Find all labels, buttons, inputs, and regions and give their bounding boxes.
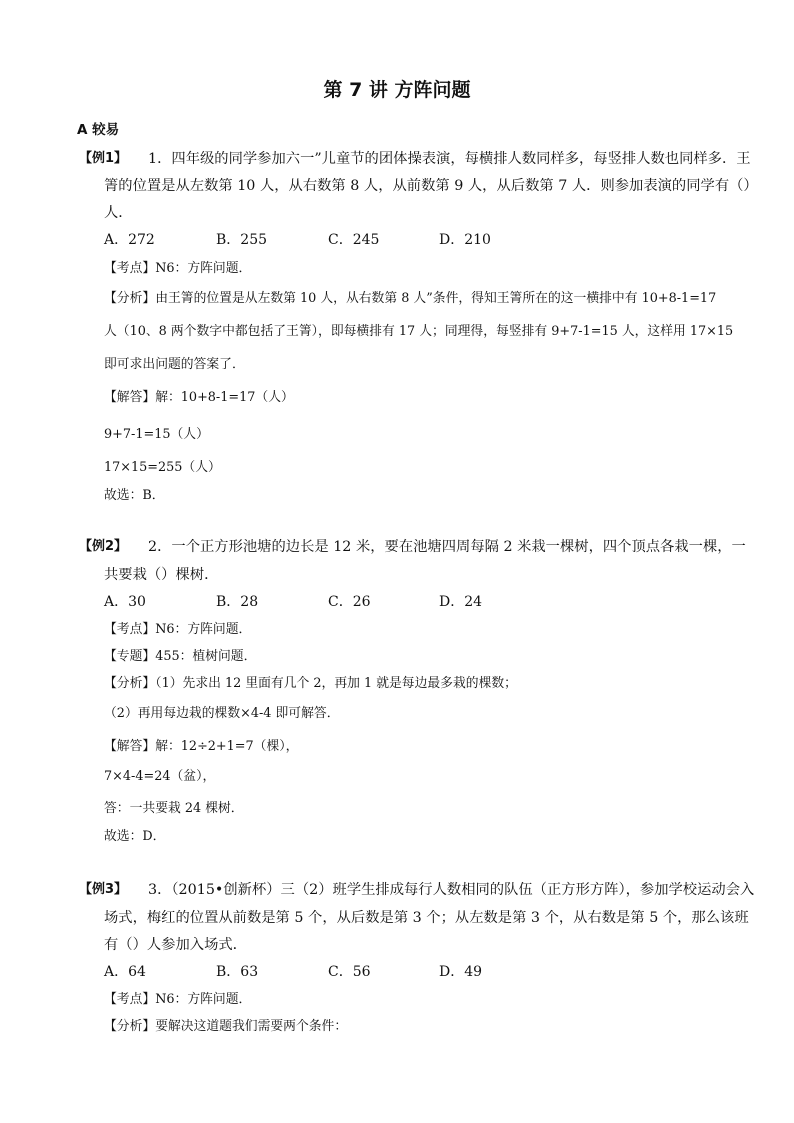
note-line: 17×15=255（人）: [104, 460, 221, 475]
option-b: B．63: [216, 964, 259, 980]
note-line: （2）再用每边栽的棵数×4-4 即可解答．: [104, 706, 340, 721]
option-d: D．49: [439, 964, 483, 980]
note-line: 9+7-1=15（人）: [104, 427, 209, 442]
note-line: 【解答】解：12÷2+1=7（棵），: [104, 739, 299, 754]
note-line: 【分析】要解决这道题我们需要两个条件：: [104, 1019, 348, 1034]
option-b: B．255: [216, 232, 268, 248]
note-line: 【专题】455：植树问题．: [104, 649, 257, 664]
option-a: A．30: [104, 594, 146, 610]
note-line: 【分析】由王箐的位置是从左数第 10 人，从右数第 8 人”条件，得知王箐所在的这一横排中有 10+8-1=17: [104, 291, 717, 306]
note-line: 故选：B．: [104, 488, 165, 503]
note-line: 人（10、8 两个数字中都包括了王箐），即每横排有 17 人；同理得，每竖排有 9+7-1=15 人，这样用 17×15: [104, 324, 734, 339]
option-c: C．26: [328, 594, 371, 610]
note-line: 答：一共要栽 24 棵树．: [104, 801, 244, 816]
example-label: 【例2】: [79, 539, 128, 554]
note-line: 【解答】解：10+8-1=17（人）: [104, 390, 294, 405]
question-line: 2．一个正方形池塘的边长是 12 米，要在池塘四周每隔 2 米栽一棵树，四个顶点各栽一棵，一: [148, 539, 746, 555]
example-label: 【例3】: [79, 882, 128, 897]
section-heading: A 较易: [77, 122, 120, 138]
option-b: B．28: [216, 594, 259, 610]
option-c: C．245: [328, 232, 380, 248]
question-line: 场式，梅红的位置从前数是第 5 个，从后数是第 3 个；从左数是第 3 个，从右数是第 5 个，那么该班: [104, 910, 749, 926]
question-line: 1．四年级的同学参加六一”儿童节的团体操表演，每横排人数同样多，每竖排人数也同样多．王: [148, 151, 751, 167]
page-title: 第 7 讲 方阵问题: [323, 79, 471, 101]
note-line: 即可求出问题的答案了．: [104, 357, 245, 372]
option-c: C．56: [328, 964, 371, 980]
question-line: 有（）人参加入场式．: [104, 937, 247, 953]
option-d: D．210: [439, 232, 491, 248]
note-line: 【考点】N6：方阵问题．: [104, 261, 252, 276]
note-line: 故选：D．: [104, 829, 166, 844]
note-line: 【考点】N6：方阵问题．: [104, 992, 252, 1007]
note-line: 7×4-4=24（盆），: [104, 769, 216, 784]
note-line: 【考点】N6：方阵问题．: [104, 622, 252, 637]
option-a: A．64: [104, 964, 146, 980]
example-label: 【例1】: [79, 151, 128, 166]
question-line: 共要栽（）棵树．: [104, 567, 219, 583]
question-line: 箐的位置是从左数第 10 人，从右数第 8 人，从前数第 9 人，从后数第 7 人．则参加表演的同学有（）: [104, 178, 758, 194]
question-line: 人．: [104, 205, 133, 221]
question-line: 3．（2015•创新杯）三（2）班学生排成每行人数相同的队伍（正方形方阵），参加学校运动会入: [148, 882, 755, 898]
note-line: 【分析】（1）先求出 12 里面有几个 2，再加 1 就是每边最多栽的棵数；: [104, 676, 517, 691]
option-a: A．272: [104, 232, 155, 248]
option-d: D．24: [439, 594, 483, 610]
